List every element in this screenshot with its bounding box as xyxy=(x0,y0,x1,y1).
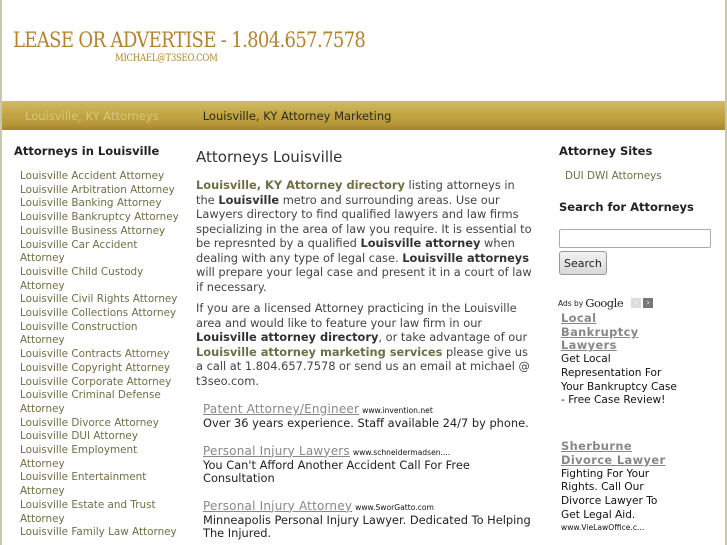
ad-url[interactable]: www.schneidermadsen.... xyxy=(352,447,451,457)
category-link[interactable]: Louisville Estate and Trust Attorney xyxy=(20,498,156,525)
nav-item-louisville-attorneys[interactable]: Louisville, KY Attorneys xyxy=(25,108,159,123)
category-link[interactable]: Louisville Business Attorney xyxy=(20,224,166,237)
chevron-left-icon[interactable]: ‹ xyxy=(631,298,641,308)
ad-title-link[interactable]: Personal Injury Lawyers xyxy=(203,443,350,458)
ads-by-google-label[interactable] xyxy=(558,296,678,310)
sidebar-ad-item xyxy=(558,440,678,532)
search-input[interactable] xyxy=(559,229,711,248)
header xyxy=(0,0,727,100)
site-link-dui-dwi[interactable]: DUI DWI Attorneys xyxy=(565,170,662,182)
category-link[interactable]: Louisville DUI Attorney xyxy=(20,430,138,443)
category-link[interactable]: Louisville Civil Rights Attorney xyxy=(20,293,178,306)
sidebar-ad-description: Fighting For Your Rights. Call Our Divorce Lawyer To Get Legal Aid. xyxy=(561,467,658,521)
sidebar-ad-title-link[interactable]: Sherburne Divorce Lawyer xyxy=(561,439,666,467)
marketing-services-link[interactable]: Louisville attorney marketing services xyxy=(196,344,443,359)
sidebar-ad-title-link[interactable]: Local Bankruptcy Lawyers xyxy=(561,311,639,353)
ad-item xyxy=(203,440,534,486)
right-sidebar xyxy=(559,144,719,275)
bold-keyword: Louisville attorney directory xyxy=(196,330,379,344)
sidebar-ad-description: Get Local Representation For Your Bankruptcy Case - Free Case Review! xyxy=(561,353,677,407)
inline-ad-block xyxy=(196,398,534,541)
category-link[interactable]: Louisville Banking Attorney xyxy=(20,197,162,210)
intro-paragraph xyxy=(196,178,534,294)
left-sidebar xyxy=(14,144,184,540)
category-link[interactable]: Louisville Criminal Defense Attorney xyxy=(20,389,161,415)
sidebar-ad-item xyxy=(558,312,678,435)
bold-keyword: Louisville attorney xyxy=(360,236,481,250)
intro-text: listing attorneys in the xyxy=(196,178,515,207)
sidebar-ad-clip xyxy=(561,353,678,435)
category-link[interactable]: Louisville Contracts Attorney xyxy=(20,348,170,361)
contact-paragraph xyxy=(196,301,534,388)
left-sidebar-heading: Attorneys in Louisville xyxy=(14,144,160,158)
chevron-right-icon[interactable]: › xyxy=(643,298,653,308)
category-link[interactable]: Louisville Construction Attorney xyxy=(20,320,138,347)
category-link[interactable]: Louisville Divorce Attorney xyxy=(20,416,159,429)
nav-item-attorney-marketing[interactable]: Louisville, KY Attorney Marketing xyxy=(202,108,392,123)
main-content xyxy=(196,148,534,545)
ad-description: You Can't Afford Another Accident Call For Free Consultation xyxy=(203,457,470,485)
search-heading: Search for Attorneys xyxy=(559,200,694,214)
category-link[interactable]: Louisville Entertainment Attorney xyxy=(20,471,147,498)
ad-description: Over 36 years experience. Staff available 24/7 by phone. xyxy=(203,416,529,430)
category-link[interactable]: Louisville Corporate Attorney xyxy=(20,375,172,388)
main-navbar xyxy=(2,101,725,130)
ad-title-link[interactable]: Patent Attorney/Engineer xyxy=(203,402,360,416)
intro-text: when dealing with any type of legal case. xyxy=(196,236,515,265)
ad-url[interactable]: www.invention.net xyxy=(362,406,433,415)
attorney-category-list xyxy=(14,170,184,540)
google-logo: Google xyxy=(585,296,624,310)
bold-keyword: Louisville attorneys xyxy=(402,250,529,265)
contact-text: please give us a call at 1.804.657.7578 or send us an email at michael @ t3seo.com. xyxy=(196,344,530,388)
contact-text: , or take advantage of our xyxy=(378,330,528,344)
ad-url[interactable]: www.SworGatto.com xyxy=(355,502,434,512)
ad-description: Minneapolis Personal Injury Lawyer. Dedicated To Helping The Injured. xyxy=(203,512,531,540)
sidebar-ad-url[interactable]: www.VieLawOffice.c... xyxy=(561,523,645,533)
category-link[interactable]: Louisville Collections Attorney xyxy=(20,307,177,320)
logo-email-text: MICHAEL@T3SEO.COM xyxy=(115,53,218,64)
attorney-sites-heading: Attorney Sites xyxy=(559,144,653,158)
intro-text: will prepare your legal case and present it in a court of law if necessary. xyxy=(196,265,532,294)
ad-title-link[interactable]: Personal Injury Attorney xyxy=(203,498,353,513)
category-link[interactable]: Louisville Employment Attorney xyxy=(20,444,138,470)
google-ads-sidebar xyxy=(558,296,678,545)
contact-text: If you are a licensed Attorney practicing in the Louisville area and would like to feature your law firm in our xyxy=(196,301,517,330)
search-button[interactable]: Search xyxy=(559,251,607,275)
ads-by-text: Ads by xyxy=(558,298,584,308)
category-link[interactable]: Louisville Accident Attorney xyxy=(20,170,165,182)
category-link[interactable]: Louisville Car Accident Attorney xyxy=(20,238,138,265)
category-link[interactable]: Louisville Copyright Attorney xyxy=(20,361,171,374)
page-title: Attorneys Louisville xyxy=(196,148,343,166)
bold-keyword: Louisville xyxy=(218,192,280,207)
logo-main-text[interactable]: LEASE OR ADVERTISE - 1.804.657.7578 xyxy=(13,28,366,52)
category-link[interactable]: Louisville Bankruptcy Attorney xyxy=(20,211,179,224)
intro-text: metro and surrounding areas. Use our Lawyers directory to find qualified lawyers and law firms specializing in the area of law you require. It is essential to be represnted by a qualified xyxy=(196,192,532,250)
directory-link[interactable]: Louisville, KY Attorney directory xyxy=(196,178,405,192)
category-link[interactable]: Louisville Family Law Attorney xyxy=(20,526,177,539)
category-link[interactable]: Louisville Arbitration Attorney xyxy=(20,183,175,196)
category-link[interactable]: Louisville Child Custody Attorney xyxy=(20,265,144,292)
ad-item xyxy=(203,398,534,431)
ad-item xyxy=(203,495,534,541)
